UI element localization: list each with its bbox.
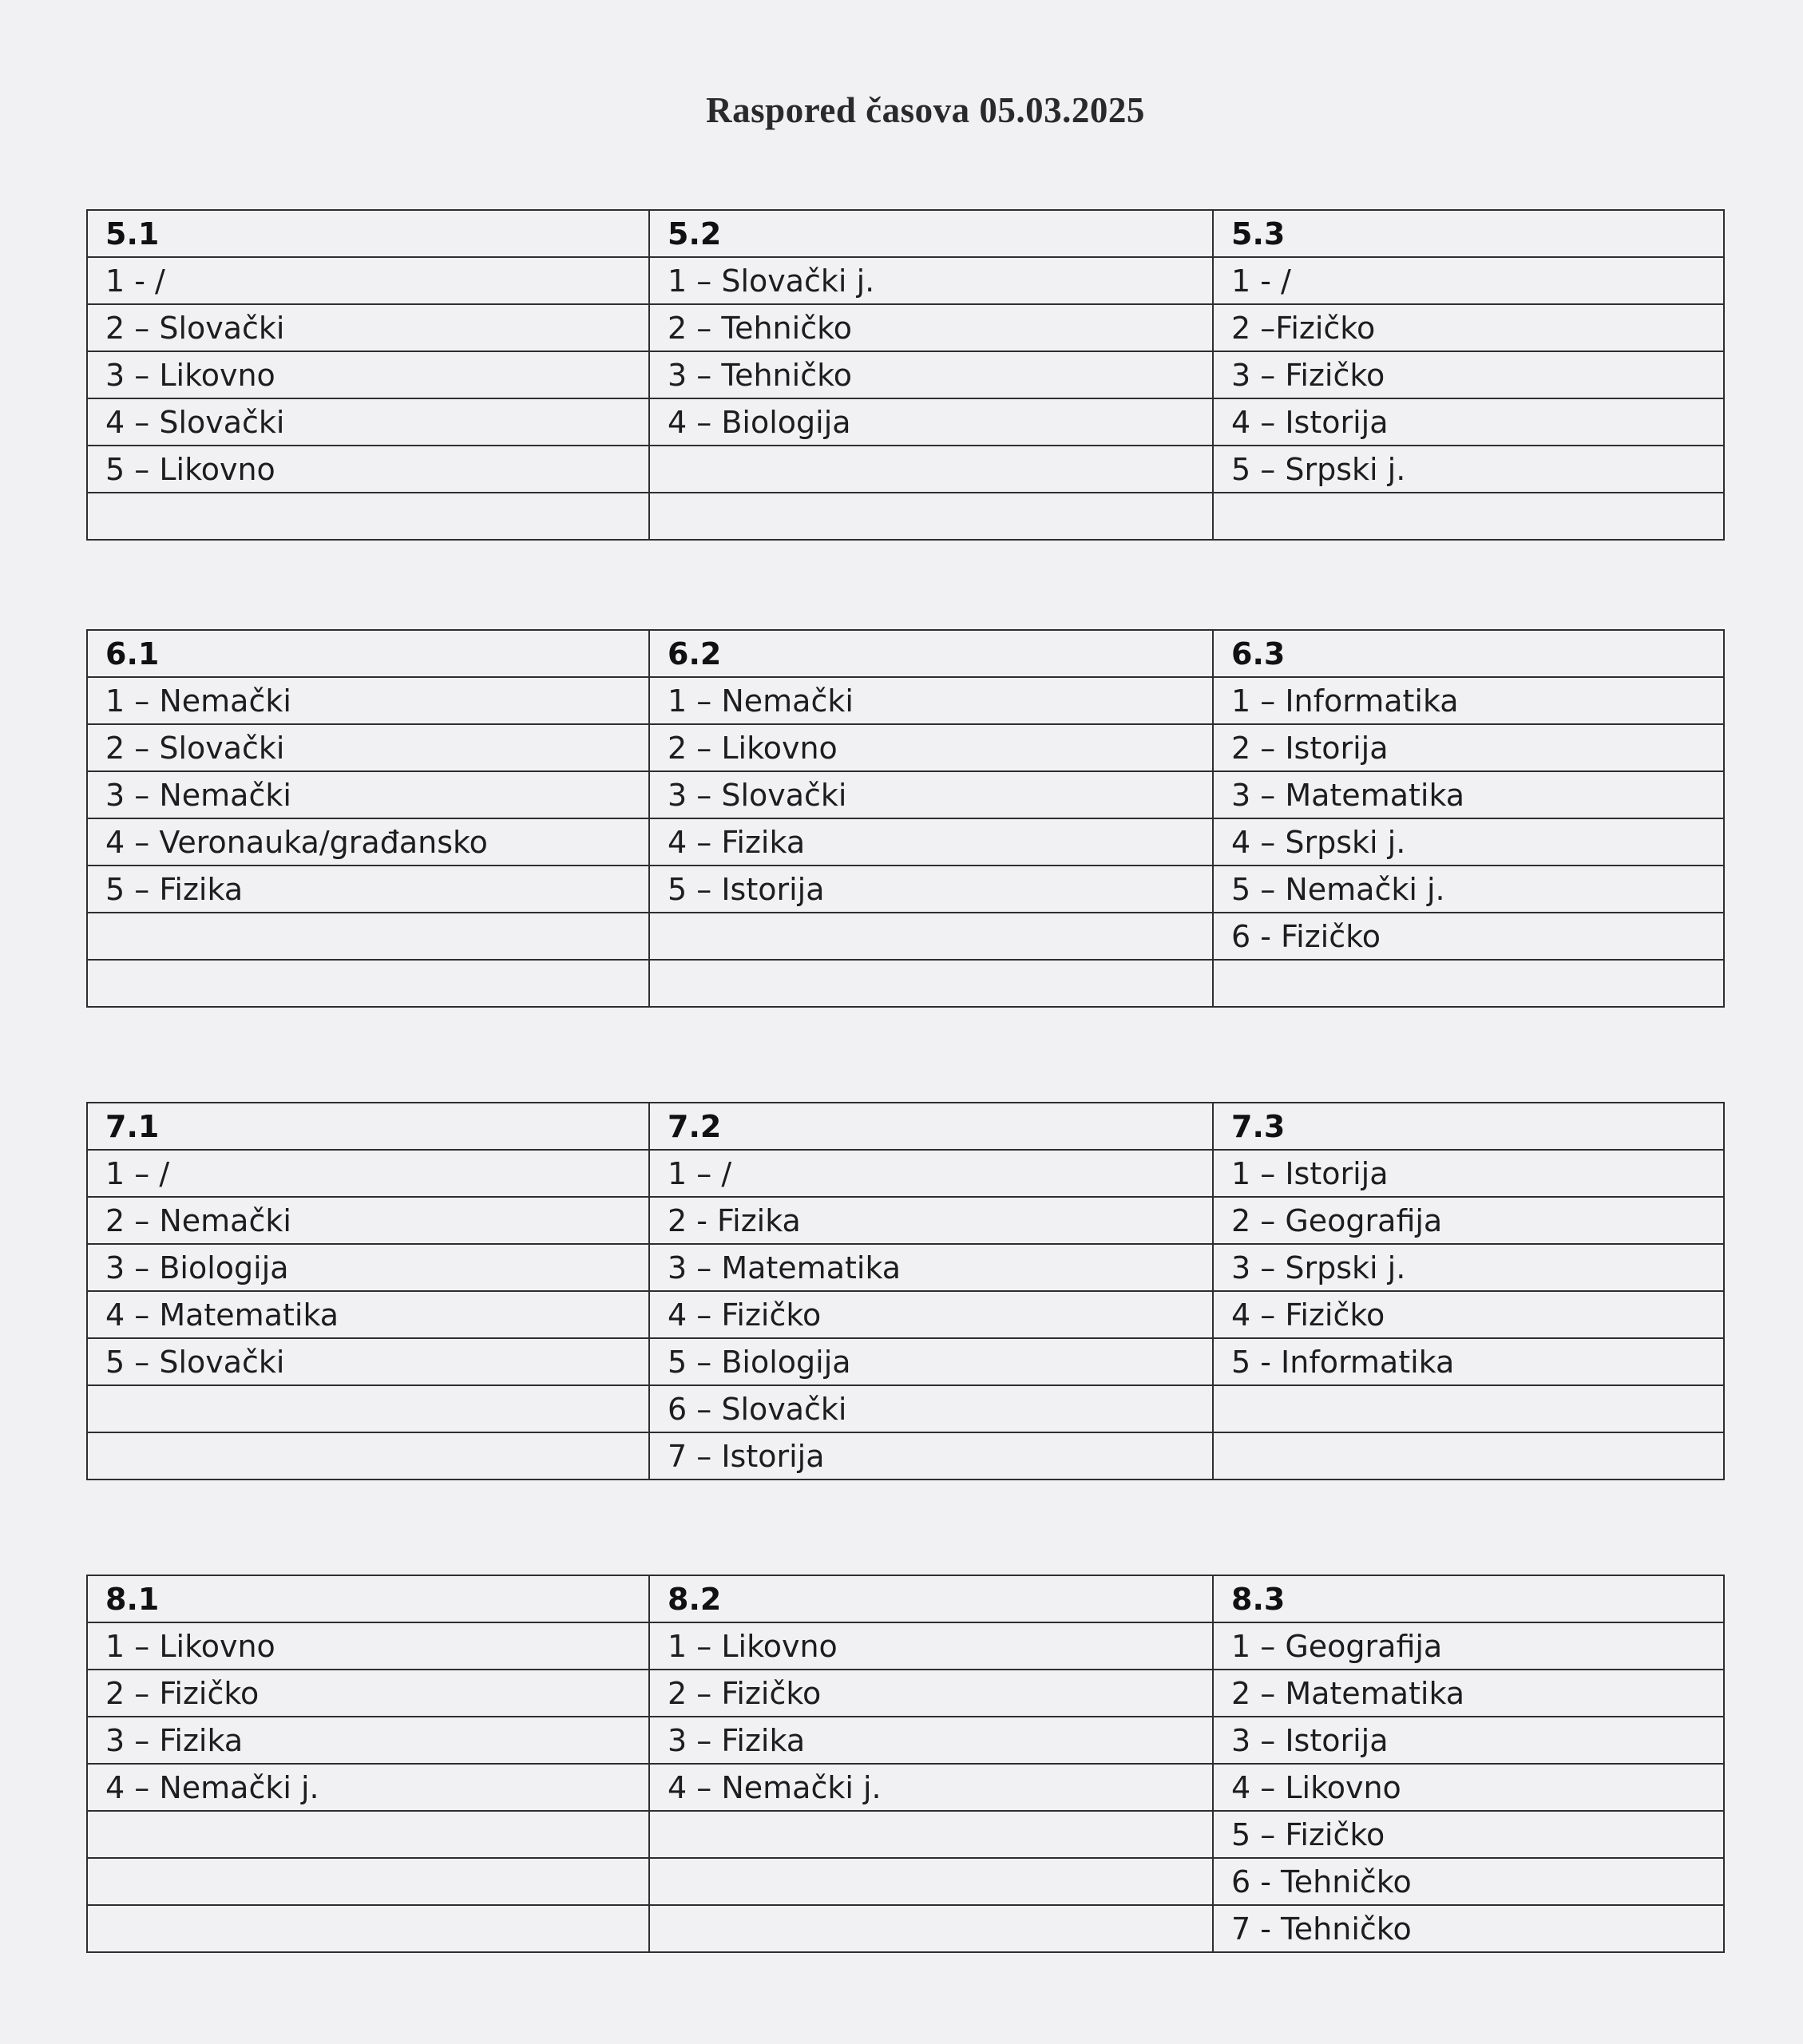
table-row [87,677,1724,724]
lesson-cell: 5 – Fizika [87,866,649,913]
lesson-cell: 4 – Nemački j. [87,1764,649,1811]
class-header: 6.1 [87,630,649,677]
schedule-table-grade-6 [86,629,1725,1008]
lesson-cell: 3 – Fizičko [1213,351,1724,398]
class-header: 7.1 [87,1103,649,1150]
lesson-cell: 5 – Likovno [87,446,649,493]
lesson-cell: 5 – Fizičko [1213,1811,1724,1858]
table-row [87,1717,1724,1764]
lesson-cell: 3 – Slovački [649,771,1213,818]
lesson-cell [1213,493,1724,540]
lesson-cell [87,960,649,1007]
table-row [87,1385,1724,1432]
lesson-cell [87,493,649,540]
lesson-cell [87,913,649,960]
class-header: 8.2 [649,1575,1213,1622]
class-header: 7.3 [1213,1103,1724,1150]
lesson-cell [649,1905,1213,1952]
lesson-cell: 2 – Fizičko [649,1670,1213,1717]
lesson-cell: 7 – Istorija [649,1432,1213,1480]
lesson-cell: 3 – Fizika [87,1717,649,1764]
table-row [87,1338,1724,1385]
page-title: Raspored časova 05.03.2025 [706,90,1145,130]
lesson-cell: 2 – Fizičko [87,1670,649,1717]
lesson-cell: 3 – Biologija [87,1244,649,1291]
table-row [87,818,1724,866]
lesson-cell: 2 – Istorija [1213,724,1724,771]
lesson-cell: 6 - Tehničko [1213,1858,1724,1905]
table-row [87,304,1724,351]
table-row [87,913,1724,960]
table-row [87,1811,1724,1858]
lesson-cell: 4 – Istorija [1213,398,1724,446]
lesson-cell: 5 – Biologija [649,1338,1213,1385]
table-row [87,866,1724,913]
lesson-cell: 2 – Slovački [87,304,649,351]
lesson-cell: 2 –Fizičko [1213,304,1724,351]
class-header: 5.3 [1213,210,1724,257]
lesson-cell [649,1858,1213,1905]
table-row [87,771,1724,818]
lesson-cell: 3 – Srpski j. [1213,1244,1724,1291]
lesson-cell: 2 – Geografija [1213,1197,1724,1244]
lesson-cell: 5 – Srpski j. [1213,446,1724,493]
lesson-cell [649,960,1213,1007]
lesson-cell: 1 – Nemački [87,677,649,724]
lesson-cell: 1 – Nemački [649,677,1213,724]
lesson-cell: 4 – Fizičko [1213,1291,1724,1338]
schedule-table-grade-8 [86,1575,1725,1953]
lesson-cell: 6 – Slovački [649,1385,1213,1432]
schedule-table-grade-7 [86,1102,1725,1480]
table-row [87,1858,1724,1905]
lesson-cell [649,493,1213,540]
lesson-cell [87,1811,649,1858]
class-header: 8.3 [1213,1575,1724,1622]
lesson-cell: 5 - Informatika [1213,1338,1724,1385]
lesson-cell [649,1811,1213,1858]
lesson-cell: 3 – Matematika [1213,771,1724,818]
lesson-cell: 2 – Matematika [1213,1670,1724,1717]
lesson-cell [649,446,1213,493]
table-row [87,1244,1724,1291]
lesson-cell: 2 – Tehničko [649,304,1213,351]
table-row [87,960,1724,1007]
lesson-cell: 3 – Istorija [1213,1717,1724,1764]
lesson-cell: 1 – Informatika [1213,677,1724,724]
table-row [87,446,1724,493]
table-row [87,1670,1724,1717]
table-row [87,1150,1724,1197]
lesson-cell: 1 – / [87,1150,649,1197]
lesson-cell: 1 - / [87,257,649,304]
class-header: 6.3 [1213,630,1724,677]
lesson-cell [1213,960,1724,1007]
table-row [87,1764,1724,1811]
lesson-cell [87,1385,649,1432]
lesson-cell [649,913,1213,960]
table-row [87,1291,1724,1338]
table-header-row [87,1103,1724,1150]
lesson-cell: 4 – Fizika [649,818,1213,866]
table-header-row [87,1575,1724,1622]
lesson-cell: 7 - Tehničko [1213,1905,1724,1952]
lesson-cell: 5 – Istorija [649,866,1213,913]
lesson-cell: 1 - / [1213,257,1724,304]
lesson-cell: 1 – Istorija [1213,1150,1724,1197]
class-header: 5.2 [649,210,1213,257]
table-row [87,1905,1724,1952]
lesson-cell: 3 – Likovno [87,351,649,398]
table-header-row [87,210,1724,257]
table-row [87,1197,1724,1244]
lesson-cell: 4 – Biologija [649,398,1213,446]
table-header-row [87,630,1724,677]
lesson-cell: 2 – Nemački [87,1197,649,1244]
class-header: 8.1 [87,1575,649,1622]
lesson-cell [87,1432,649,1480]
lesson-cell: 3 – Tehničko [649,351,1213,398]
lesson-cell [87,1905,649,1952]
table-row [87,1432,1724,1480]
class-header: 6.2 [649,630,1213,677]
table-row [87,398,1724,446]
schedule-table-grade-5 [86,209,1725,541]
table-row [87,351,1724,398]
lesson-cell: 5 – Slovački [87,1338,649,1385]
lesson-cell: 3 – Fizika [649,1717,1213,1764]
lesson-cell: 4 – Srpski j. [1213,818,1724,866]
lesson-cell: 1 – Slovački j. [649,257,1213,304]
lesson-cell: 4 – Fizičko [649,1291,1213,1338]
lesson-cell: 2 - Fizika [649,1197,1213,1244]
lesson-cell: 1 – Likovno [649,1622,1213,1670]
lesson-cell: 2 – Slovački [87,724,649,771]
lesson-cell: 1 – Geografija [1213,1622,1724,1670]
table-row [87,493,1724,540]
lesson-cell: 1 – Likovno [87,1622,649,1670]
class-header: 5.1 [87,210,649,257]
lesson-cell: 5 – Nemački j. [1213,866,1724,913]
class-header: 7.2 [649,1103,1213,1150]
table-row [87,724,1724,771]
table-row [87,257,1724,304]
lesson-cell: 4 – Nemački j. [649,1764,1213,1811]
table-row [87,1622,1724,1670]
lesson-cell: 4 – Slovački [87,398,649,446]
lesson-cell: 2 – Likovno [649,724,1213,771]
lesson-cell: 4 – Matematika [87,1291,649,1338]
lesson-cell: 6 - Fizičko [1213,913,1724,960]
lesson-cell: 3 – Matematika [649,1244,1213,1291]
lesson-cell: 3 – Nemački [87,771,649,818]
lesson-cell: 4 – Likovno [1213,1764,1724,1811]
lesson-cell [87,1858,649,1905]
lesson-cell: 4 – Veronauka/građansko [87,818,649,866]
lesson-cell [1213,1385,1724,1432]
lesson-cell: 1 – / [649,1150,1213,1197]
lesson-cell [1213,1432,1724,1480]
